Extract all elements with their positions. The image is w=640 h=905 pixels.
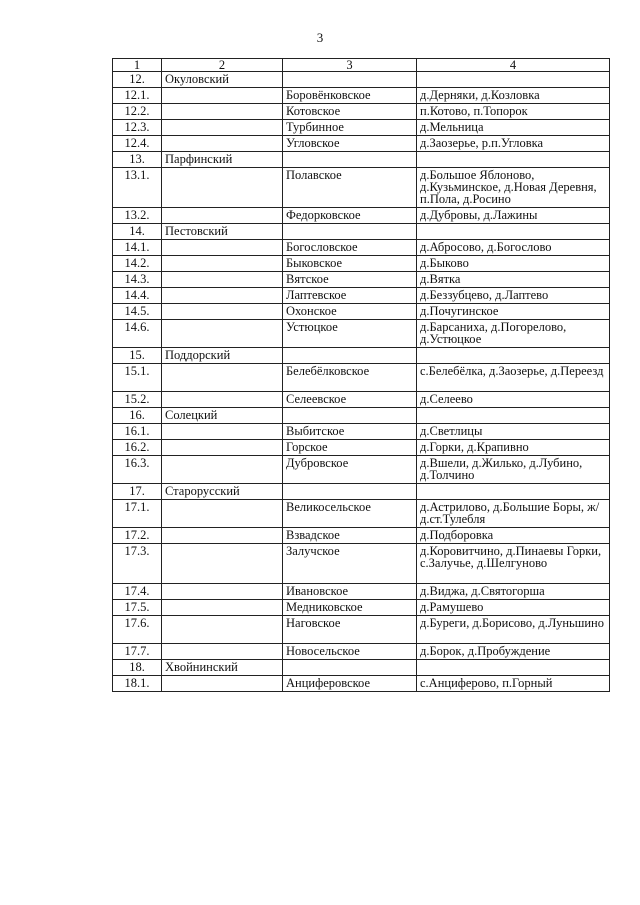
villages-list: д.Подборовка	[417, 528, 610, 544]
district-name: Окуловский	[162, 72, 283, 88]
settlement-name: Боровёнковское	[283, 88, 417, 104]
district-name	[162, 440, 283, 456]
settlement-name	[283, 660, 417, 676]
table-header-row	[113, 59, 610, 72]
settlement-name: Устюцкое	[283, 320, 417, 348]
villages-list: д.Горки, д.Крапивно	[417, 440, 610, 456]
row-number: 14.	[113, 224, 162, 240]
row-number: 16.	[113, 408, 162, 424]
district-name	[162, 584, 283, 600]
district-row	[113, 348, 610, 364]
villages-list: д.Виджа, д.Святогорша	[417, 584, 610, 600]
district-name	[162, 208, 283, 224]
row-number: 18.1.	[113, 676, 162, 692]
villages-list: д.Рамушево	[417, 600, 610, 616]
settlement-name: Новосельское	[283, 644, 417, 660]
district-name: Парфинский	[162, 152, 283, 168]
row-number: 18.	[113, 660, 162, 676]
villages-list: д.Дерняки, д.Козловка	[417, 88, 610, 104]
row-number: 15.2.	[113, 392, 162, 408]
row-number: 15.1.	[113, 364, 162, 392]
row-number: 14.5.	[113, 304, 162, 320]
settlement-row	[113, 676, 610, 692]
row-number: 17.4.	[113, 584, 162, 600]
district-name	[162, 256, 283, 272]
villages-list: д.Буреги, д.Борисово, д.Луньшино	[417, 616, 610, 644]
villages-list: д.Светлицы	[417, 424, 610, 440]
settlement-name	[283, 348, 417, 364]
settlement-name: Охонское	[283, 304, 417, 320]
row-number: 14.2.	[113, 256, 162, 272]
row-number: 13.1.	[113, 168, 162, 208]
villages-list	[417, 408, 610, 424]
settlement-row	[113, 288, 610, 304]
settlement-row	[113, 528, 610, 544]
row-number: 15.	[113, 348, 162, 364]
settlement-row	[113, 104, 610, 120]
settlement-name: Ивановское	[283, 584, 417, 600]
row-number: 12.4.	[113, 136, 162, 152]
villages-list: д.Вшели, д.Жилько, д.Лубино, д.Толчино	[417, 456, 610, 484]
district-name: Поддорский	[162, 348, 283, 364]
settlement-name: Медниковское	[283, 600, 417, 616]
settlement-name: Богословское	[283, 240, 417, 256]
district-row	[113, 484, 610, 500]
villages-list: д.Дубровы, д.Лажины	[417, 208, 610, 224]
villages-list	[417, 224, 610, 240]
row-number: 13.2.	[113, 208, 162, 224]
row-number: 12.1.	[113, 88, 162, 104]
villages-list: д.Вятка	[417, 272, 610, 288]
district-row	[113, 408, 610, 424]
villages-list: д.Борок, д.Пробуждение	[417, 644, 610, 660]
villages-list: п.Котово, п.Топорок	[417, 104, 610, 120]
villages-list: д.Большое Яблоново, д.Кузьминское, д.Новая Деревня, п.Пола, д.Росино	[417, 168, 610, 208]
villages-list	[417, 152, 610, 168]
row-number: 16.2.	[113, 440, 162, 456]
settlement-row	[113, 500, 610, 528]
district-name: Хвойнинский	[162, 660, 283, 676]
villages-list: д.Астрилово, д.Большие Боры, ж/д.ст.Тулебля	[417, 500, 610, 528]
villages-list	[417, 484, 610, 500]
settlement-name: Полавское	[283, 168, 417, 208]
row-number: 14.4.	[113, 288, 162, 304]
district-row	[113, 72, 610, 88]
row-number: 12.2.	[113, 104, 162, 120]
row-number: 16.1.	[113, 424, 162, 440]
villages-list: д.Коровитчино, д.Пинаевы Горки, с.Залучье, д.Шелгуново	[417, 544, 610, 584]
settlement-name: Горское	[283, 440, 417, 456]
district-name	[162, 600, 283, 616]
row-number: 14.1.	[113, 240, 162, 256]
row-number: 17.3.	[113, 544, 162, 584]
district-name: Старорусский	[162, 484, 283, 500]
settlement-row	[113, 304, 610, 320]
district-name	[162, 104, 283, 120]
settlement-row	[113, 364, 610, 392]
settlement-name: Быковское	[283, 256, 417, 272]
row-number: 13.	[113, 152, 162, 168]
district-name	[162, 644, 283, 660]
settlement-row	[113, 168, 610, 208]
page-number: 3	[316, 30, 324, 45]
villages-list: с.Анциферово, п.Горный	[417, 676, 610, 692]
district-name	[162, 136, 283, 152]
settlement-row	[113, 120, 610, 136]
row-number: 17.2.	[113, 528, 162, 544]
settlement-row	[113, 136, 610, 152]
settlements-table	[112, 58, 610, 692]
settlement-name: Великосельское	[283, 500, 417, 528]
settlement-row	[113, 208, 610, 224]
settlement-name	[283, 72, 417, 88]
district-name	[162, 288, 283, 304]
row-number: 17.6.	[113, 616, 162, 644]
settlement-row	[113, 644, 610, 660]
district-name	[162, 616, 283, 644]
settlement-name: Турбинное	[283, 120, 417, 136]
column-header: 1	[113, 59, 162, 72]
settlement-name: Наговское	[283, 616, 417, 644]
settlement-name: Взвадское	[283, 528, 417, 544]
row-number: 17.5.	[113, 600, 162, 616]
district-name	[162, 88, 283, 104]
settlement-row	[113, 240, 610, 256]
villages-list	[417, 72, 610, 88]
villages-list: д.Селеево	[417, 392, 610, 408]
row-number: 17.	[113, 484, 162, 500]
villages-list	[417, 660, 610, 676]
district-name	[162, 304, 283, 320]
district-name	[162, 364, 283, 392]
table-body	[113, 72, 610, 692]
row-number: 14.6.	[113, 320, 162, 348]
settlement-name: Угловское	[283, 136, 417, 152]
row-number: 17.7.	[113, 644, 162, 660]
district-name	[162, 424, 283, 440]
district-name	[162, 240, 283, 256]
district-row	[113, 152, 610, 168]
villages-list: д.Заозерье, р.п.Угловка	[417, 136, 610, 152]
villages-list: с.Белебёлка, д.Заозерье, д.Переезд	[417, 364, 610, 392]
villages-list: д.Быково	[417, 256, 610, 272]
settlement-row	[113, 616, 610, 644]
villages-list: д.Барсаниха, д.Погорелово, д.Устюцкое	[417, 320, 610, 348]
district-name	[162, 272, 283, 288]
settlement-row	[113, 600, 610, 616]
settlement-row	[113, 392, 610, 408]
settlement-name	[283, 224, 417, 240]
villages-list: д.Мельница	[417, 120, 610, 136]
settlement-name: Дубровское	[283, 456, 417, 484]
row-number: 17.1.	[113, 500, 162, 528]
settlement-name: Выбитское	[283, 424, 417, 440]
district-name	[162, 320, 283, 348]
settlement-name	[283, 408, 417, 424]
settlement-row	[113, 88, 610, 104]
district-name	[162, 120, 283, 136]
district-name	[162, 528, 283, 544]
settlement-name: Вятское	[283, 272, 417, 288]
settlement-name	[283, 484, 417, 500]
row-number: 14.3.	[113, 272, 162, 288]
settlement-row	[113, 256, 610, 272]
district-name	[162, 500, 283, 528]
row-number: 12.3.	[113, 120, 162, 136]
settlement-row	[113, 272, 610, 288]
district-name	[162, 168, 283, 208]
settlement-row	[113, 544, 610, 584]
row-number: 16.3.	[113, 456, 162, 484]
settlement-name: Анциферовское	[283, 676, 417, 692]
settlement-row	[113, 456, 610, 484]
settlement-row	[113, 440, 610, 456]
column-header: 4	[417, 59, 610, 72]
district-row	[113, 224, 610, 240]
district-name	[162, 456, 283, 484]
settlement-name	[283, 152, 417, 168]
settlement-name: Котовское	[283, 104, 417, 120]
settlement-name: Селеевское	[283, 392, 417, 408]
settlement-name: Лаптевское	[283, 288, 417, 304]
settlement-row	[113, 320, 610, 348]
district-name: Солецкий	[162, 408, 283, 424]
district-row	[113, 660, 610, 676]
settlement-name: Федорковское	[283, 208, 417, 224]
settlement-row	[113, 584, 610, 600]
settlement-row	[113, 424, 610, 440]
column-header: 3	[283, 59, 417, 72]
district-name	[162, 392, 283, 408]
district-name	[162, 676, 283, 692]
district-name: Пестовский	[162, 224, 283, 240]
settlement-name: Белебёлковское	[283, 364, 417, 392]
villages-list: д.Почугинское	[417, 304, 610, 320]
villages-list: д.Абросово, д.Богослово	[417, 240, 610, 256]
district-name	[162, 544, 283, 584]
column-header: 2	[162, 59, 283, 72]
row-number: 12.	[113, 72, 162, 88]
settlement-name: Залучское	[283, 544, 417, 584]
villages-list: д.Беззубцево, д.Лаптево	[417, 288, 610, 304]
villages-list	[417, 348, 610, 364]
